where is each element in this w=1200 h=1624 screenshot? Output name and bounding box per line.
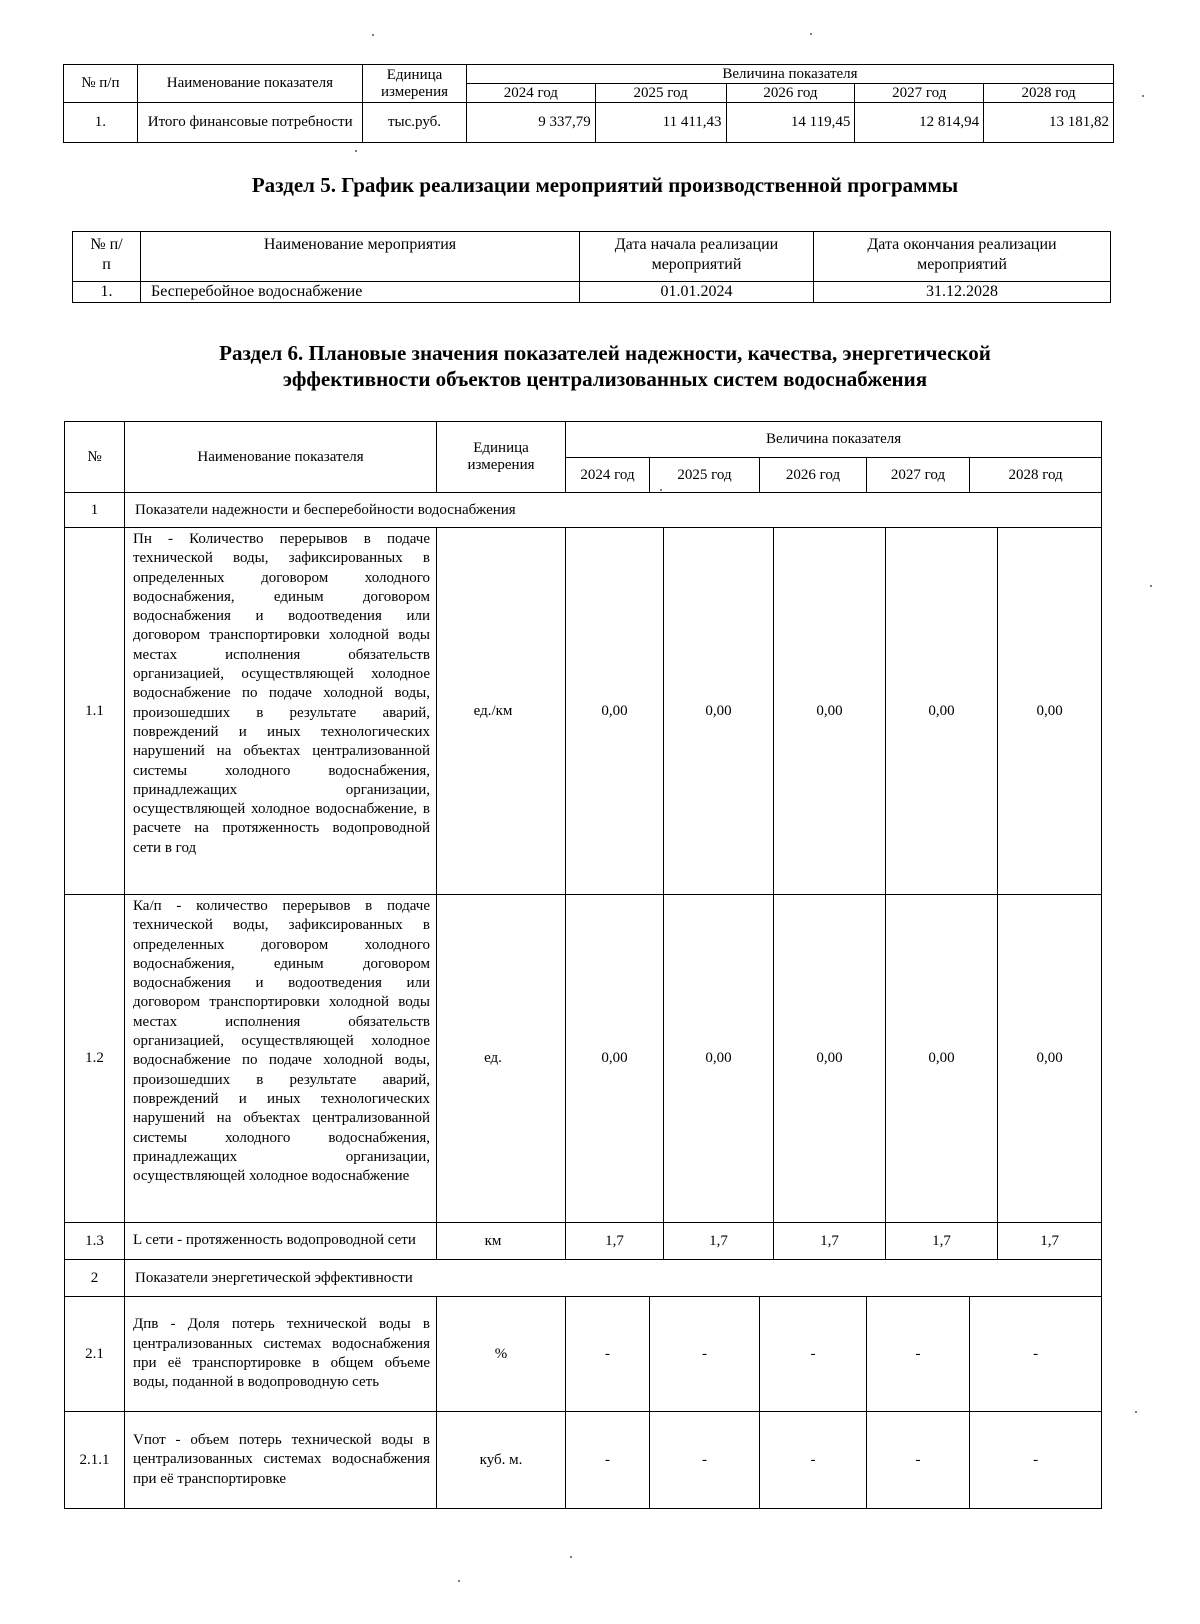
header-end: Дата окончания реализации мероприятий	[814, 232, 1111, 282]
row-unit: %	[437, 1297, 566, 1412]
scan-speck	[660, 489, 662, 491]
scan-speck	[810, 33, 812, 35]
header-start: Дата начала реализации мероприятий	[580, 232, 814, 282]
row-name: L сети - протяженность водопроводной сети	[125, 1223, 437, 1260]
header-num: № п/п	[64, 65, 138, 103]
header-name: Наименование показателя	[137, 65, 362, 103]
row-unit: куб. м.	[437, 1412, 566, 1509]
value-cell: -	[760, 1297, 867, 1412]
group-num: 2	[65, 1260, 125, 1297]
scan-speck	[1150, 585, 1152, 587]
section6-title-line2: эффективности объектов централизованных систем водоснабжения	[282, 367, 928, 391]
value-cell: 13 181,82	[984, 103, 1114, 143]
row-unit: тыс.руб.	[363, 103, 467, 143]
value-cell: -	[867, 1297, 970, 1412]
value-cell: 1,7	[886, 1223, 998, 1260]
scan-speck	[458, 1580, 460, 1582]
header-year: 2027 год	[855, 84, 984, 103]
row-name: Vпот - объем потерь технической воды в централизованных системах водоснабжения при её транспортировке	[125, 1412, 437, 1509]
value-cell: 0,00	[774, 895, 886, 1223]
value-cell: 0,00	[566, 895, 664, 1223]
value-cell: -	[566, 1412, 650, 1509]
scan-speck	[1135, 1411, 1137, 1413]
table-row	[64, 103, 1114, 143]
value-cell: 0,00	[774, 528, 886, 895]
header-value-group: Величина показателя	[466, 65, 1113, 84]
section5-title: Раздел 5. График реализации мероприятий производственной программы	[251, 173, 959, 197]
header-unit: Единица измерения	[437, 422, 566, 493]
header-num: №	[65, 422, 125, 493]
scan-speck	[570, 1556, 572, 1558]
row-num: 2.1.1	[65, 1412, 125, 1509]
value-cell: 1,7	[774, 1223, 886, 1260]
value-cell: 0,00	[998, 895, 1102, 1223]
value-cell: -	[970, 1297, 1102, 1412]
value-cell: 0,00	[566, 528, 664, 895]
table-row	[65, 1223, 1102, 1260]
group-label: Показатели надежности и бесперебойности водоснабжения	[125, 493, 1102, 528]
value-cell: 1,7	[998, 1223, 1102, 1260]
header-num: № п/п	[73, 232, 141, 282]
table-row	[73, 282, 1111, 303]
value-cell: 11 411,43	[595, 103, 726, 143]
header-year: 2027 год	[867, 458, 970, 493]
header-year: 2025 год	[595, 84, 726, 103]
value-cell: 0,00	[886, 895, 998, 1223]
row-unit: км	[437, 1223, 566, 1260]
value-cell: 14 119,45	[726, 103, 855, 143]
row-num: 1.3	[65, 1223, 125, 1260]
group-num: 1	[65, 493, 125, 528]
row-num: 1.	[73, 282, 141, 303]
table-row	[65, 895, 1102, 1223]
value-cell: 0,00	[664, 528, 774, 895]
header-year: 2024 год	[566, 458, 650, 493]
header-year: 2026 год	[726, 84, 855, 103]
header-name: Наименование мероприятия	[141, 232, 580, 282]
financial-needs-table	[63, 64, 1114, 143]
value-cell: 0,00	[886, 528, 998, 895]
header-year: 2028 год	[984, 84, 1114, 103]
schedule-table	[72, 231, 1111, 303]
scan-speck	[372, 34, 374, 36]
row-num: 1.1	[65, 528, 125, 895]
row-num: 1.2	[65, 895, 125, 1223]
value-cell: 9 337,79	[466, 103, 595, 143]
value-cell: -	[970, 1412, 1102, 1509]
value-cell: 0,00	[998, 528, 1102, 895]
header-year: 2025 год	[650, 458, 760, 493]
row-name: Ка/п - количество перерывов в подаче технической воды, зафиксированных в определенных договором холодного водоснабжения, единым договором водоснабжения и водоотведения или договором транспортировки холодной воды местах исполнения обязательств организацией, осуществляющей холодное водоснабжение по подаче холодной воды, произошедших в результате аварий, повреждений и иных технологических нарушений на объектах централизованной системы холодного водоснабжения, принадлежащих организации, осуществляющей холодное водоснабжение	[125, 895, 437, 1223]
row-name: Итого финансовые потребности	[137, 103, 362, 143]
header-year: 2028 год	[970, 458, 1102, 493]
row-name: Пн - Количество перерывов в подаче технической воды, зафиксированных в определенных договором холодного водоснабжения, единым договором водоснабжения и водоотведения или договором транспортировки холодной воды местах исполнения обязательств организацией, осуществляющей холодное водоснабжение по подаче холодной воды, произошедших в результате аварий, повреждений и иных технологических нарушений на объектах централизованной системы холодного водоснабжения, принадлежащих организации, осуществляющей холодное водоснабжение, в расчете на протяженность водопроводной сети в год	[125, 528, 437, 895]
value-cell: -	[760, 1412, 867, 1509]
header-unit: Единица измерения	[363, 65, 467, 103]
header-value-group: Величина показателя	[566, 422, 1102, 458]
header-year: 2024 год	[466, 84, 595, 103]
table-row	[65, 528, 1102, 895]
scan-speck	[355, 150, 357, 152]
value-cell: -	[650, 1412, 760, 1509]
row-unit: ед./км	[437, 528, 566, 895]
row-num: 2.1	[65, 1297, 125, 1412]
table-row	[65, 1412, 1102, 1509]
group-row	[65, 493, 1102, 528]
value-cell: -	[566, 1297, 650, 1412]
value-cell: -	[650, 1297, 760, 1412]
row-unit: ед.	[437, 895, 566, 1223]
value-cell: 12 814,94	[855, 103, 984, 143]
row-start: 01.01.2024	[580, 282, 814, 303]
header-year: 2026 год	[760, 458, 867, 493]
group-label: Показатели энергетической эффективности	[125, 1260, 1102, 1297]
row-end: 31.12.2028	[814, 282, 1111, 303]
row-num: 1.	[64, 103, 138, 143]
header-name: Наименование показателя	[125, 422, 437, 493]
group-row	[65, 1260, 1102, 1297]
value-cell: 1,7	[664, 1223, 774, 1260]
table-row	[65, 1297, 1102, 1412]
indicators-table	[64, 421, 1102, 1509]
section6-title-line1: Раздел 6. Плановые значения показателей надежности, качества, энергетической	[219, 341, 991, 365]
value-cell: 1,7	[566, 1223, 664, 1260]
value-cell: -	[867, 1412, 970, 1509]
row-name: Дпв - Доля потерь технической воды в централизованных системах водоснабжения при её транспортировке в общем объеме воды, поданной в водопроводную сеть	[125, 1297, 437, 1412]
scan-speck	[1142, 95, 1144, 97]
value-cell: 0,00	[664, 895, 774, 1223]
row-name: Бесперебойное водоснабжение	[141, 282, 580, 303]
